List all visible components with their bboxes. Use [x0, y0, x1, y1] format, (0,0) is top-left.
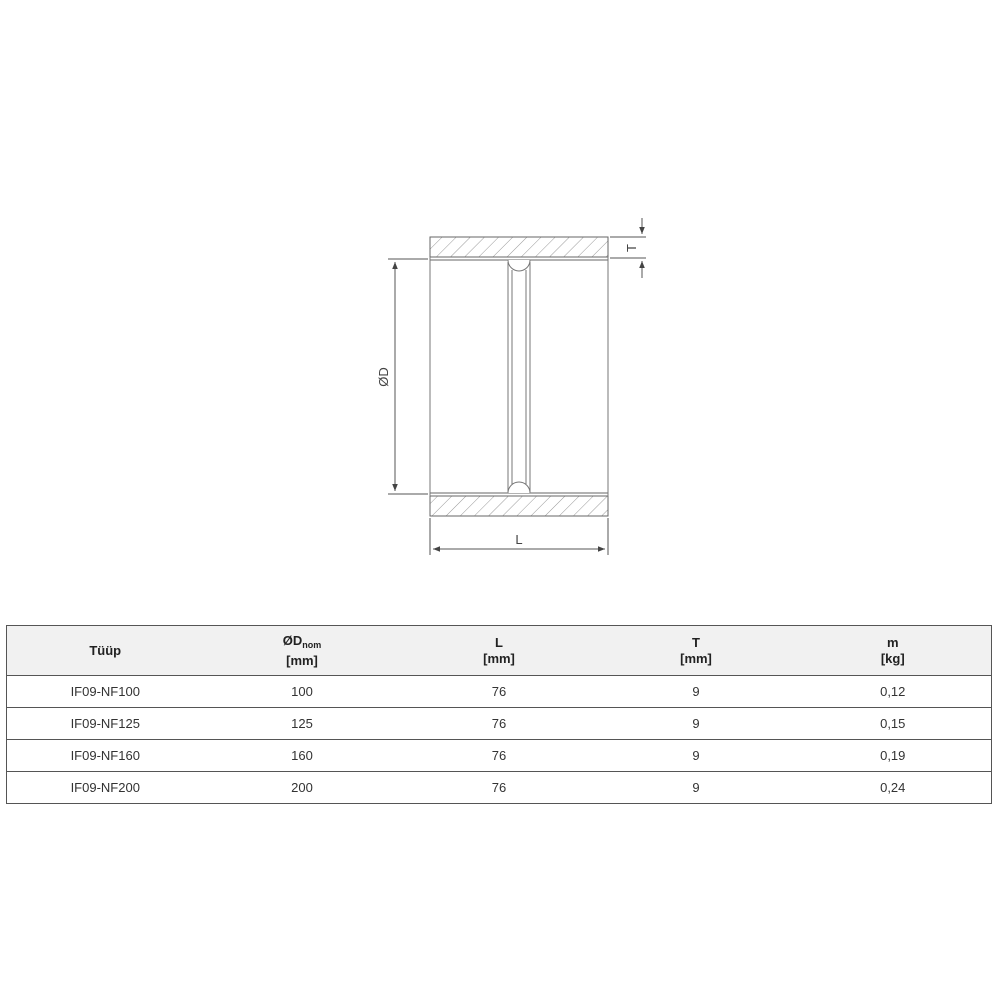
col-header-mass: m [kg] [795, 626, 992, 676]
cell-length: 76 [401, 772, 598, 804]
cell-type: IF09-NF125 [7, 708, 204, 740]
cell-type: IF09-NF100 [7, 676, 204, 708]
cell-length: 76 [401, 740, 598, 772]
table-row [7, 740, 992, 772]
col-header-type: Tüüp [7, 626, 204, 676]
cell-diameter: 100 [204, 676, 401, 708]
cell-thickness: 9 [598, 676, 795, 708]
cell-mass: 0,24 [795, 772, 992, 804]
cell-type: IF09-NF200 [7, 772, 204, 804]
table-row [7, 708, 992, 740]
cell-thickness: 9 [598, 708, 795, 740]
cell-diameter: 200 [204, 772, 401, 804]
table-header-row [7, 626, 992, 676]
length-label: L [515, 532, 523, 547]
thickness-label: T [624, 244, 639, 252]
col-header-thickness: T [mm] [598, 626, 795, 676]
center-stop-ring [508, 260, 530, 493]
cell-diameter: 125 [204, 708, 401, 740]
diameter-label: ØD [376, 367, 391, 387]
bore-outline [430, 257, 608, 496]
cell-type: IF09-NF160 [7, 740, 204, 772]
cell-thickness: 9 [598, 772, 795, 804]
cell-diameter: 160 [204, 740, 401, 772]
cell-length: 76 [401, 708, 598, 740]
table-row [7, 676, 992, 708]
table-row [7, 772, 992, 804]
cell-mass: 0,19 [795, 740, 992, 772]
diameter-dimension [388, 259, 428, 494]
bottom-wall-section [430, 496, 608, 516]
specification-table [6, 625, 992, 804]
top-wall-section [430, 237, 608, 257]
cell-mass: 0,15 [795, 708, 992, 740]
cell-length: 76 [401, 676, 598, 708]
col-header-diameter: $ØD_{nom}$ [mm] [204, 626, 401, 676]
cell-mass: 0,12 [795, 676, 992, 708]
col-header-length: L [mm] [401, 626, 598, 676]
cell-thickness: 9 [598, 740, 795, 772]
